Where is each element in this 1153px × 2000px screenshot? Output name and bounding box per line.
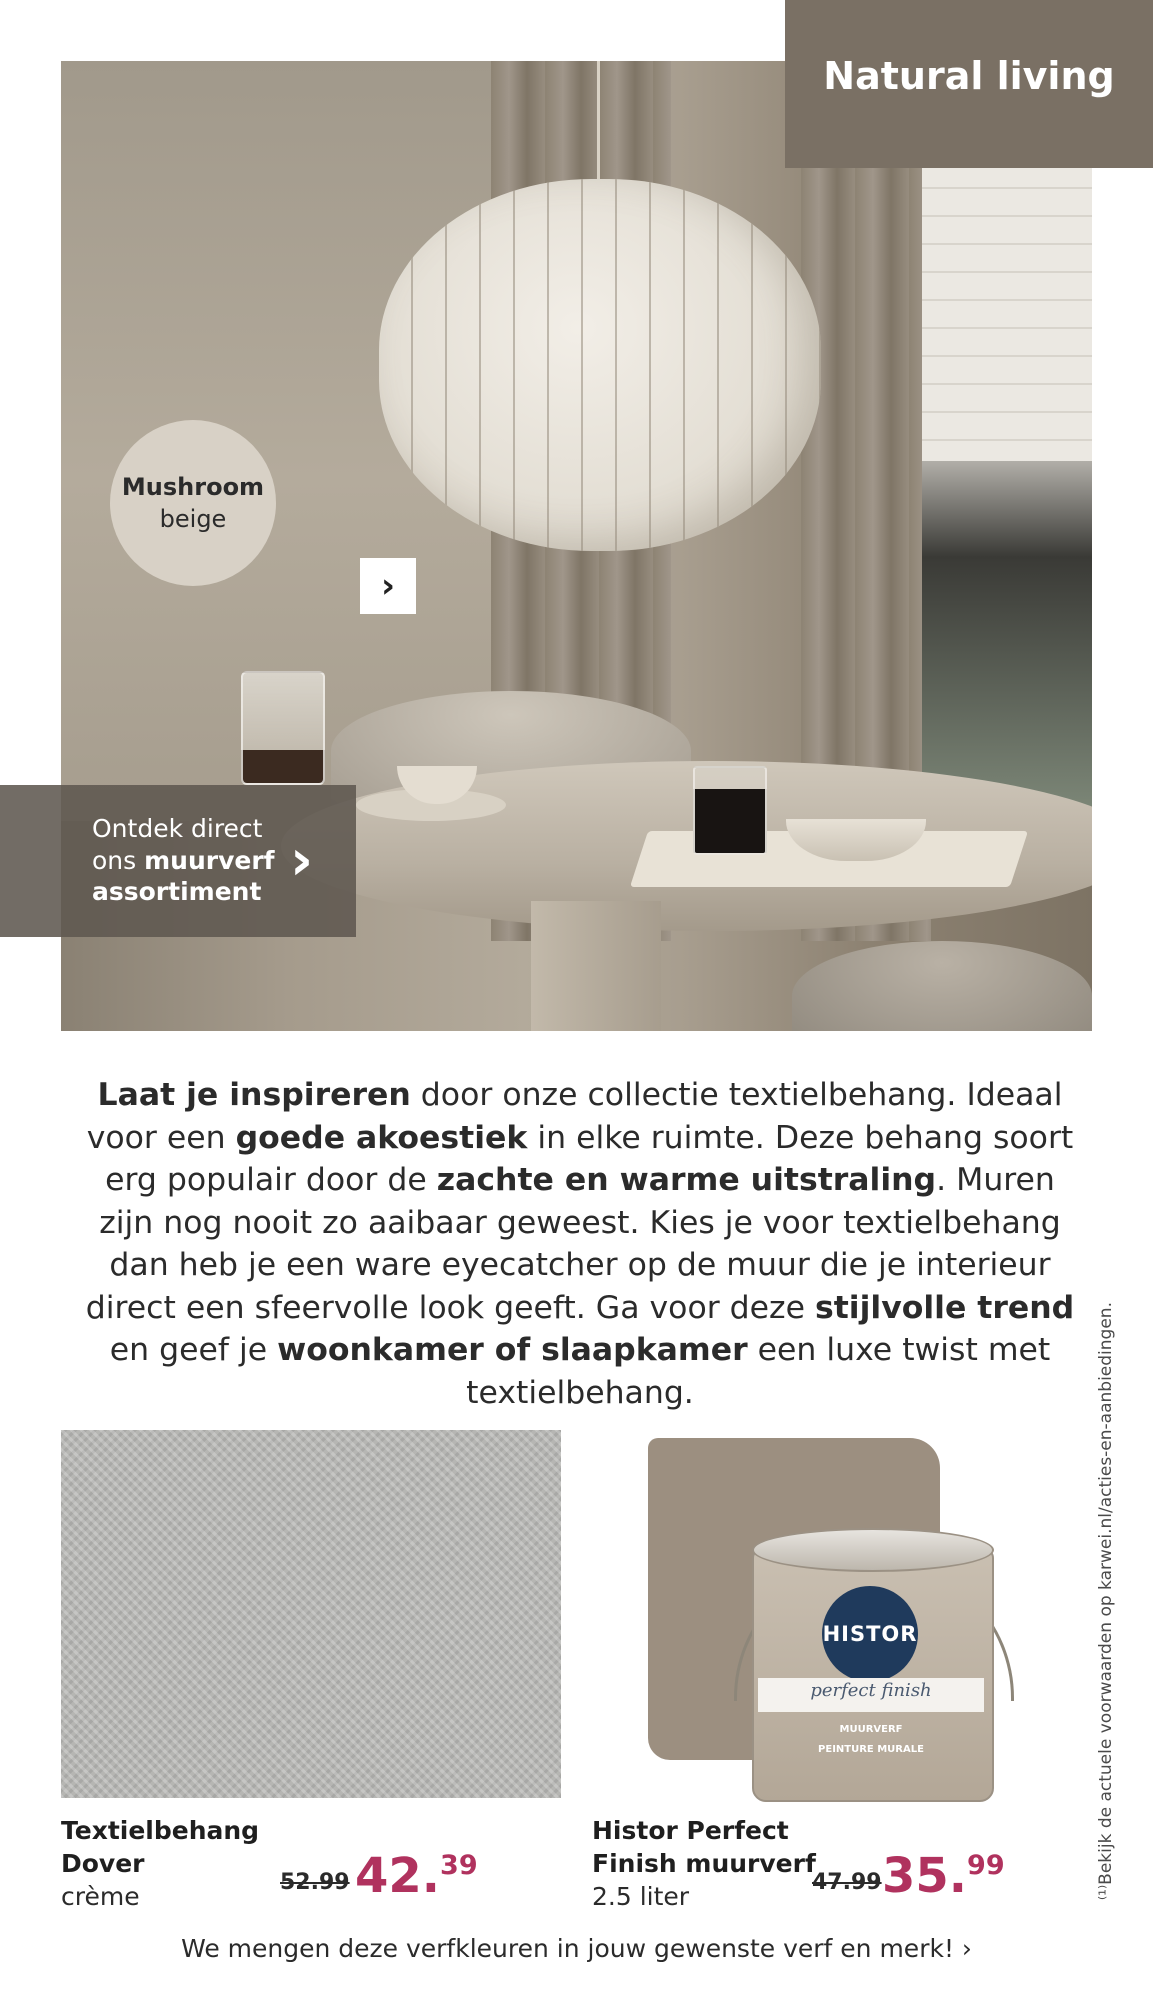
can-type-fr: PEINTURE MURALE — [818, 1744, 924, 1755]
coffee-glass — [693, 766, 767, 855]
sale-price: 35.99 — [882, 1848, 1005, 1904]
product-title[interactable]: Textielbehang Dover — [61, 1816, 260, 1878]
coffee-press — [241, 671, 325, 785]
chevron-right-icon: › — [380, 566, 395, 606]
product-image-textielbehang[interactable] — [61, 1430, 561, 1798]
section-title: Natural living — [823, 54, 1115, 98]
sale-price: 42.39 — [355, 1848, 478, 1904]
swatch-name: Mushroom — [121, 473, 265, 501]
product-image-histor[interactable] — [752, 1528, 990, 1798]
intro-paragraph: Laat je inspireren door onze collectie textielbehang. Ideaal voor een goede akoestiek in elke ruimte. Deze behang soort erg populair door de zachte en warme uitstraling. Muren zijn nog nooit zo aaibaar geweest. Kies je voor textielbehang dan heb je een ware eyecatcher op de muur die je interieur direct een sfeervolle look geeft. Ga voor deze stijlvolle trend en geef je woonkamer of slaapkamer een luxe twist met textielbehang. — [85, 1077, 1075, 1411]
next-arrow-button[interactable] — [360, 558, 416, 614]
terms-note: ⁽¹⁾Bekijk de actuele voorwaarden op karwei.nl/acties-en-aanbiedingen. — [1096, 1302, 1116, 1900]
can-tagline: perfect finish — [810, 1680, 932, 1701]
old-price: 47.99 — [812, 1870, 882, 1895]
cta-line-3: assortiment — [92, 877, 262, 906]
histor-logo: HISTOR — [822, 1586, 918, 1682]
can-lid — [752, 1528, 994, 1572]
table-base — [531, 901, 661, 1031]
window-blind — [922, 161, 1092, 461]
color-swatch — [110, 420, 276, 586]
product-variant: 2.5 liter — [592, 1882, 690, 1911]
chevron-right-icon[interactable]: › — [290, 828, 314, 893]
cta-line-2: ons muurverf — [92, 846, 275, 875]
old-price: 52.99 — [280, 1870, 350, 1895]
swatch-sub: beige — [159, 505, 227, 533]
cta-line-1: Ontdek direct — [92, 814, 263, 843]
product-title[interactable]: Histor Perfect Finish muurverf — [592, 1816, 816, 1878]
footer-link[interactable]: We mengen deze verfkleuren in jouw gewenste verf en merk! › — [181, 1934, 972, 1963]
can-type: MUURVERF — [839, 1724, 903, 1735]
chair-front — [792, 941, 1092, 1031]
pendant-lamp — [379, 179, 821, 551]
product-variant: crème — [61, 1882, 140, 1911]
lamp-cord — [597, 61, 600, 181]
